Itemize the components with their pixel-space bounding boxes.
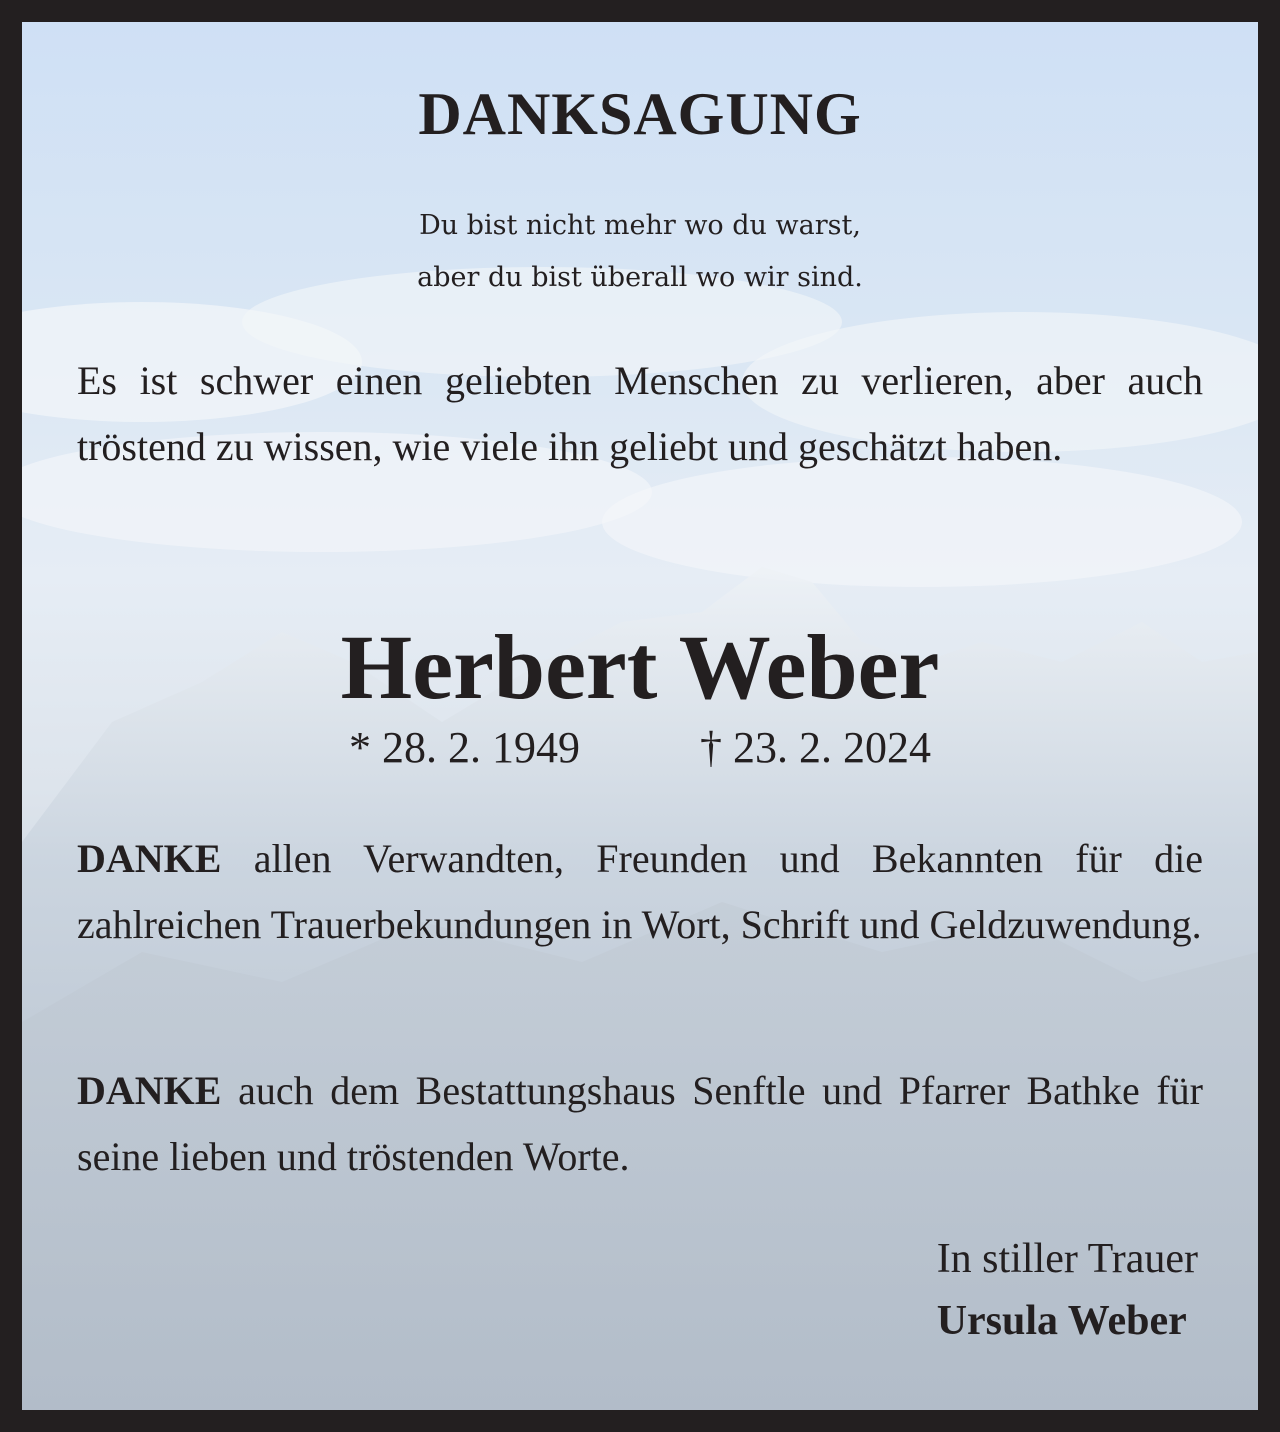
birth-date: * 28. 2. 1949 <box>349 723 580 772</box>
thanks-paragraph <box>77 826 1203 958</box>
quote-line: Du bist nicht mehr wo du warst, <box>419 210 861 241</box>
thanks-text: auch dem Bestattungshaus Senftle und Pfarrer Bathke für seine lieben und tröstenden Worte. <box>77 1068 1203 1179</box>
memorial-quote <box>22 200 1258 304</box>
deceased-name: Herbert Weber <box>340 616 940 718</box>
death-date: † 23. 2. 2024 <box>700 723 931 772</box>
thanks-text: allen Verwandten, Freunden und Bekannten für die zahlreichen Trauerbekundungen in Wort, Schrift und Geldzuwendung. <box>77 836 1203 947</box>
life-dates <box>22 718 1258 778</box>
intro-paragraph: Es ist schwer einen geliebten Menschen zu verlieren, aber auch tröstend zu wissen, wie viele ihn geliebt und geschätzt haben. <box>77 358 1203 469</box>
signer-name: Ursula Weber <box>936 1298 1187 1344</box>
thanks-word: DANKE <box>77 836 222 881</box>
quote-line: aber du bist überall wo wir sind. <box>417 262 863 293</box>
thanks-word: DANKE <box>77 1068 222 1113</box>
closing-block <box>937 1228 1198 1352</box>
closing-line: In stiller Trauer <box>936 1236 1198 1282</box>
notice-title: DANKSAGUNG <box>418 81 862 147</box>
thanks-paragraph <box>77 1058 1203 1190</box>
notice-content <box>22 22 1258 1410</box>
